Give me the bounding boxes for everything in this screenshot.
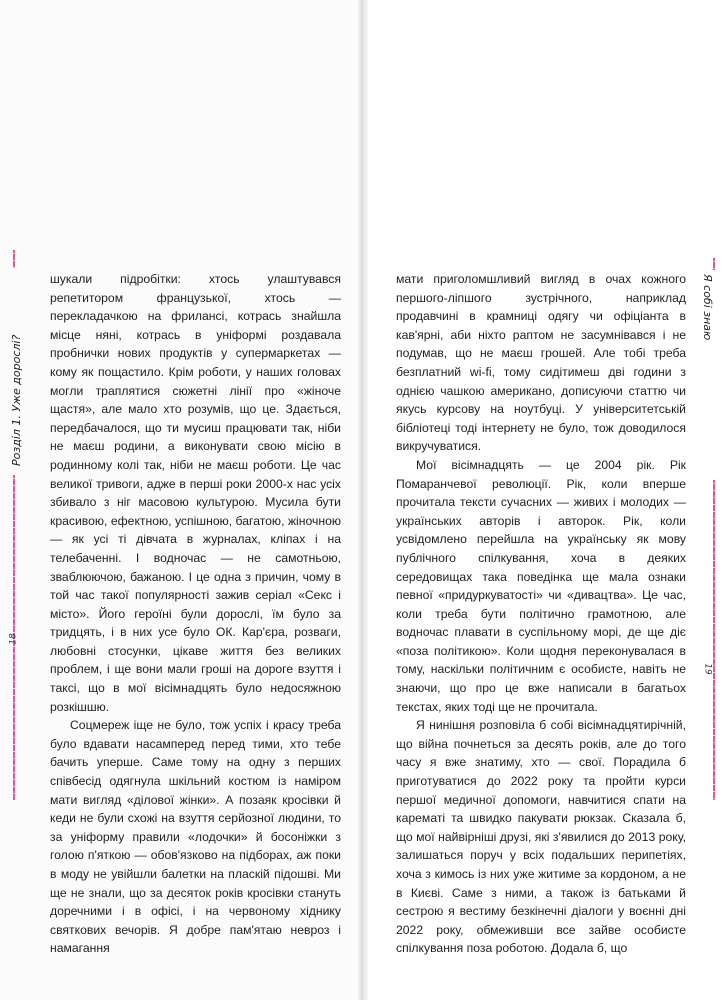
paragraph: Мої вісімнадцять — це 2004 рік. Рік Помаранчевої революції. Рік, коли вперше прочитала тексти сучасних — живих і молодих — українських авторів і авторок. Рік, коли усвідомлено перейшла на українську як мову публічного спілкування, хоча в деяких середовищах така поведінка ще мала ознаки певної «придуркуватості» чи «дивацтва». Це час, коли треба бути політично грамотною, але водночас плавати в суспільному морі, де ще діє «поза політикою». Коли щодня переконувалася в тому, наскільки політичним є особисте, навіть не знаючи, що про це вже написали в багатьох текстах, яких тоді ще не прочитала. bbox=[396, 457, 686, 714]
paragraph: шукали підробітки: хтось улаштувався репетитором французької, хтось — перекладачкою на фрилансі, котрась знайшла місце няні, котрась в уніформі роздавала пробнички нових продуктів у супермаркетах — кому як пощастило. Крім роботи, у наших головах могли траплятися сюжетні лінії про «жіноче щастя», але мало хто розумів, що це. Здається, передбачалося, що ти мусиш працювати так, ніби не маєш родини, а виконувати свою місію в родинному колі так, ніби не маєш роботи. Це час великої тривоги, адже в перші роки 2000-х нас усіх збивало з ніг масовою культурою. Мусила бути красивою, ефектною, успішною, багатою, жіночною — як усі ті дівчата в журналах, кліпах і на телебаченні. І водночас — не самотньою, зваблюючою, бажаною. І це одна з причин, чому в той час такої популярності зажив серіал «Секс і місто». Його героїні були дорослі, їм було за тридцять, і в них усе було ОК. Кар'єра, розваги, любовні стосунки, цікаве життя без великих проблем, і ще вони мали гроші на дороге взуття і таксі, що в мої вісімнадцять було недосяжною розкішшю. bbox=[50, 272, 341, 714]
decorative-border-right bbox=[713, 480, 715, 800]
decorative-border-right-top bbox=[713, 258, 715, 270]
left-text-column bbox=[50, 270, 341, 958]
running-head-right bbox=[700, 270, 716, 470]
running-head-left bbox=[10, 270, 26, 470]
paragraph: Я нинішня розповіла б собі вісімнадцятирічній, що війна почнеться за десять років, але до того часу я вже знатиму, хто — свої. Порадила б приготуватися до 2022 року та пройти курси першої медичної допомоги, навчитися спати на карематі та швидко пакувати рюкзак. Сказала б, що мої найвірніші друзі, які з'явилися до 2013 року, залишаться поруч у всіх подальших перипетіях, хоча з кимось із них уже житиме за кордоном, а не в Києві. Саме з ними, а також із батьками й сестрою я вестиму безкінечні діалоги у воєнні дні 2022 року, обмеживши все зайве особисте спілкування поза роботою. Додала б, що bbox=[396, 718, 686, 956]
book-gutter bbox=[358, 0, 368, 1000]
right-text-column bbox=[396, 270, 686, 958]
page-number-right: 19 bbox=[702, 663, 713, 675]
paragraph: Соцмереж іще не було, тож успіх і красу треба було вдавати насамперед перед тими, хто тебе бачить уперше. Саме тому на одну з перших співбесід одягнула шкільний костюм із наміром мати вигляд «ділової жінки». А позаяк кросівки й кеди не були схожі на взуття серйозної людини, то за уніформу правили «лодочки» й босоніжки з голою п'яткою — обов'язково на підборах, аж поки в моду не увійшли балетки на пласкій підошві. Ми ще не знали, що за десяток років кросівки стануть доречними і в офісі, і на червоному хіднику святкових вечорів. Я добре пам'ятаю невроз і намагання bbox=[50, 718, 341, 956]
running-head-right-text: Я собі знаю bbox=[701, 274, 714, 341]
paragraph: мати приголомшливий вигляд в очах кожного першого-ліпшого зустрічного, наприклад продавчині в крамниці одягу чи офіціанта в кав'ярні, аби ніхто раптом не засумнівався і не подумав, що не маєш грошей. Але тобі треба безплатний wi-fi, тому сидітимеш дві години з однією чашкою американо, дописуючи статтю чи якусь курсову на ноутбуці. У університетській бібліотеці тоді інтернету не було, тож доводилося викручуватися. bbox=[396, 272, 686, 454]
running-head-left-text: Розділ 1. Уже дорослі? bbox=[10, 334, 23, 466]
page-number-left: 18 bbox=[8, 633, 19, 645]
decorative-border-left-top bbox=[13, 250, 15, 268]
